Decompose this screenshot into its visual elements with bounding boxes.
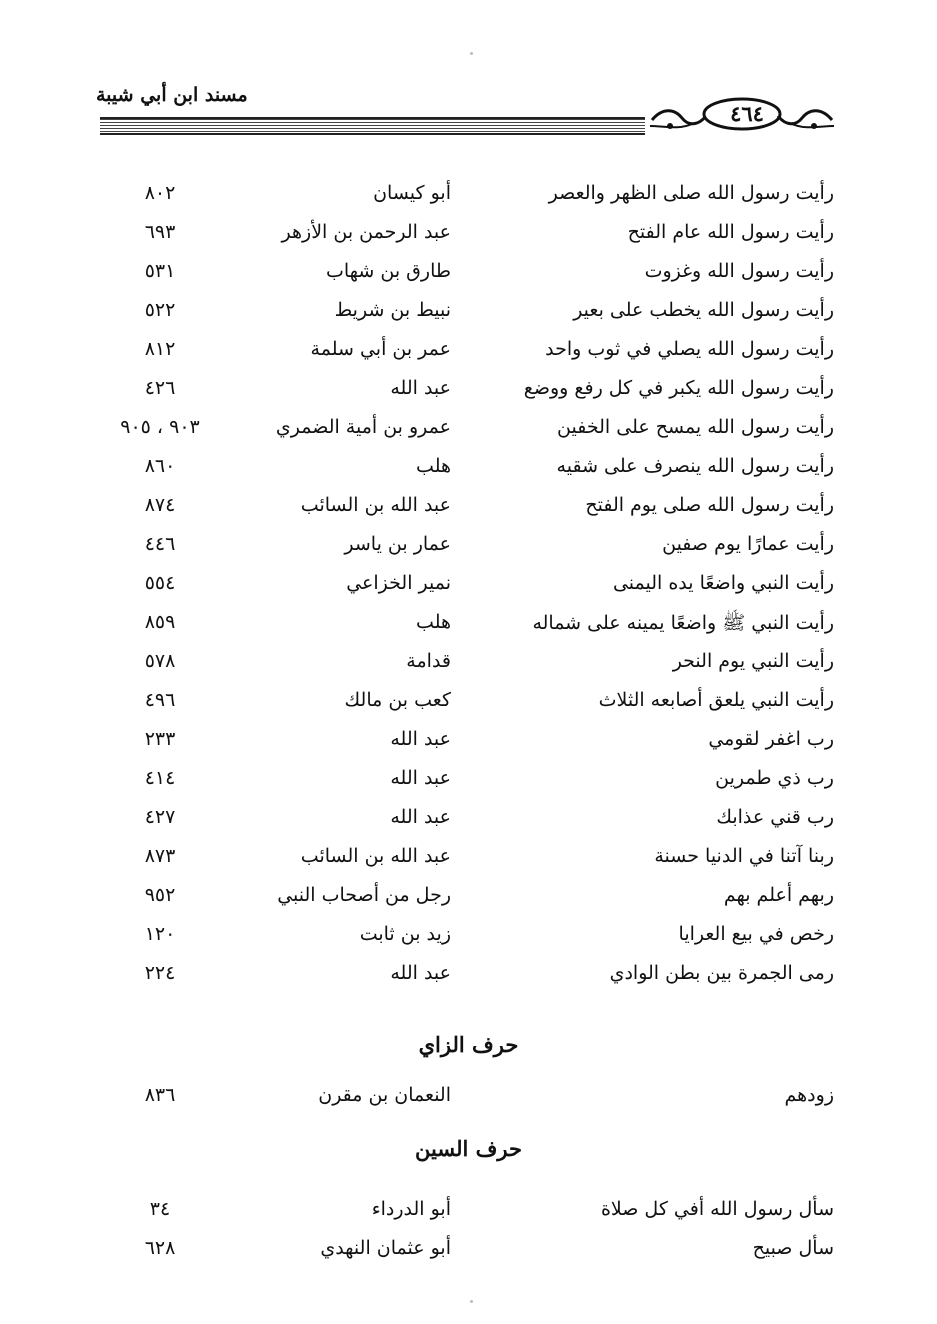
hadith-phrase: رأيت رسول الله يكبر في كل رفع ووضع (523, 377, 834, 399)
hadith-number: ٥٥٤ (144, 572, 176, 594)
hadith-phrase: زودهم (784, 1084, 834, 1106)
hadith-phrase: رأيت رسول الله ينصرف على شقيه (556, 455, 834, 477)
hadith-phrase: رأيت رسول الله صلى يوم الفتح (585, 494, 834, 516)
hadith-phrase: رأيت رسول الله عام الفتح (627, 221, 834, 243)
narrator-name: هلب (416, 455, 451, 477)
narrator-name: عبد الله (390, 962, 451, 984)
index-row (0, 806, 937, 842)
index-row (0, 1198, 937, 1234)
index-row (0, 845, 937, 881)
hadith-number: ٤٤٦ (144, 533, 176, 555)
narrator-name: أبو الدرداء (371, 1198, 451, 1220)
hadith-phrase: ربهم أعلم بهم (723, 884, 834, 906)
hadith-phrase: رب اغفر لقومي (708, 728, 834, 750)
index-row (0, 962, 937, 998)
index-row (0, 455, 937, 491)
hadith-phrase: ربنا آتنا في الدنيا حسنة (654, 845, 834, 867)
index-row (0, 767, 937, 803)
hadith-phrase: رأيت النبي يوم النحر (672, 650, 834, 672)
hadith-number: ٨٥٩ (144, 611, 176, 633)
narrator-name: نمير الخزاعي (346, 572, 451, 594)
hadith-phrase: رأيت النبي واضعًا يده اليمنى (612, 572, 834, 594)
hadith-number: ٦٢٨ (144, 1237, 176, 1259)
index-row (0, 884, 937, 920)
index-row (0, 182, 937, 218)
narrator-name: عبد الله (390, 806, 451, 828)
narrator-name: عبد الله بن السائب (300, 494, 451, 516)
header-rule (100, 117, 645, 135)
index-row (0, 338, 937, 374)
index-row (0, 377, 937, 413)
index-row (0, 416, 937, 452)
narrator-name: رجل من أصحاب النبي (277, 884, 451, 906)
index-row (0, 1237, 937, 1273)
index-row (0, 494, 937, 530)
hadith-number: ٥٧٨ (144, 650, 176, 672)
page-number: ٤٦٤ (730, 101, 764, 126)
hadith-number: ٥٣١ (144, 260, 176, 282)
section-heading-zay: حرف الزاي (418, 1032, 519, 1057)
narrator-name: عمار بن ياسر (344, 533, 451, 555)
narrator-name: هلب (416, 611, 451, 633)
hadith-number: ٨٧٤ (144, 494, 176, 516)
hadith-phrase: رب ذي طمرين (715, 767, 834, 789)
narrator-name: كعب بن مالك (344, 689, 451, 711)
hadith-number: ١٢٠ (144, 923, 176, 945)
hadith-phrase: رأيت رسول الله يصلي في ثوب واحد (545, 338, 834, 360)
hadith-number: ٤٢٧ (144, 806, 176, 828)
hadith-phrase: رأيت رسول الله يمسح على الخفين (557, 416, 834, 438)
narrator-name: عبد الرحمن بن الأزهر (281, 221, 451, 243)
index-row (0, 923, 937, 959)
index-row (0, 299, 937, 335)
narrator-name: طارق بن شهاب (325, 260, 451, 282)
narrator-name: أبو كيسان (373, 182, 451, 204)
index-row (0, 1084, 937, 1120)
index-row (0, 260, 937, 296)
hadith-phrase: رأيت رسول الله يخطب على بعير (573, 299, 834, 321)
hadith-phrase: رأيت النبي يلعق أصابعه الثلاث (598, 689, 834, 711)
hadith-phrase: رأيت النبي ﷺ واضعًا يمينه على شماله (532, 612, 834, 634)
hadith-phrase: رمى الجمرة بين بطن الوادي (609, 962, 834, 984)
hadith-number: ٢٣٣ (144, 728, 176, 750)
hadith-number: ٤٩٦ (144, 689, 176, 711)
narrator-name: عبد الله (390, 728, 451, 750)
index-row (0, 650, 937, 686)
hadith-number: ٨٠٢ (144, 182, 176, 204)
hadith-number: ٨٧٣ (144, 845, 176, 867)
hadith-number: ٢٢٤ (144, 962, 176, 984)
narrator-name: قدامة (406, 650, 451, 672)
book-title: مسند ابن أبي شيبة (96, 84, 248, 106)
index-row (0, 611, 937, 647)
narrator-name: عمرو بن أمية الضمري (275, 416, 451, 438)
narrator-name: عبد الله بن السائب (300, 845, 451, 867)
index-row (0, 689, 937, 725)
hadith-number: ٤١٤ (144, 767, 176, 789)
scan-speck (470, 1300, 473, 1303)
narrator-name: عبد الله (390, 767, 451, 789)
narrator-name: عبد الله (390, 377, 451, 399)
hadith-number: ٩٥٢ (144, 884, 176, 906)
hadith-number: ٨٦٠ (144, 455, 176, 477)
narrator-name: النعمان بن مقرن (318, 1084, 451, 1106)
hadith-number: ٨٣٦ (144, 1084, 176, 1106)
hadith-phrase: رخص في بيع العرايا (678, 923, 834, 945)
index-row (0, 533, 937, 569)
index-row (0, 728, 937, 764)
hadith-phrase: سأل صبيح (752, 1237, 834, 1259)
hadith-number: ٤٢٦ (144, 377, 176, 399)
narrator-name: عمر بن أبي سلمة (310, 338, 451, 360)
narrator-name: أبو عثمان النهدي (320, 1237, 451, 1259)
hadith-number: ٨١٢ (144, 338, 176, 360)
hadith-number: ٥٢٢ (144, 299, 176, 321)
hadith-phrase: رأيت عمارًا يوم صفين (662, 533, 834, 555)
narrator-name: نبيط بن شريط (334, 299, 451, 321)
scan-speck (470, 52, 473, 55)
hadith-number: ٦٩٣ (144, 221, 176, 243)
narrator-name: زيد بن ثابت (359, 923, 451, 945)
hadith-phrase: رأيت رسول الله وغزوت (644, 260, 834, 282)
index-row (0, 572, 937, 608)
hadith-number: ٩٠٣ ، ٩٠٥ (120, 416, 200, 438)
hadith-number: ٣٤ (149, 1198, 171, 1220)
section-heading-seen: حرف السين (415, 1136, 522, 1161)
hadith-phrase: رب قني عذابك (716, 806, 834, 828)
hadith-phrase: رأيت رسول الله صلى الظهر والعصر (548, 182, 834, 204)
hadith-phrase: سأل رسول الله أفي كل صلاة (600, 1198, 834, 1220)
index-row (0, 221, 937, 257)
